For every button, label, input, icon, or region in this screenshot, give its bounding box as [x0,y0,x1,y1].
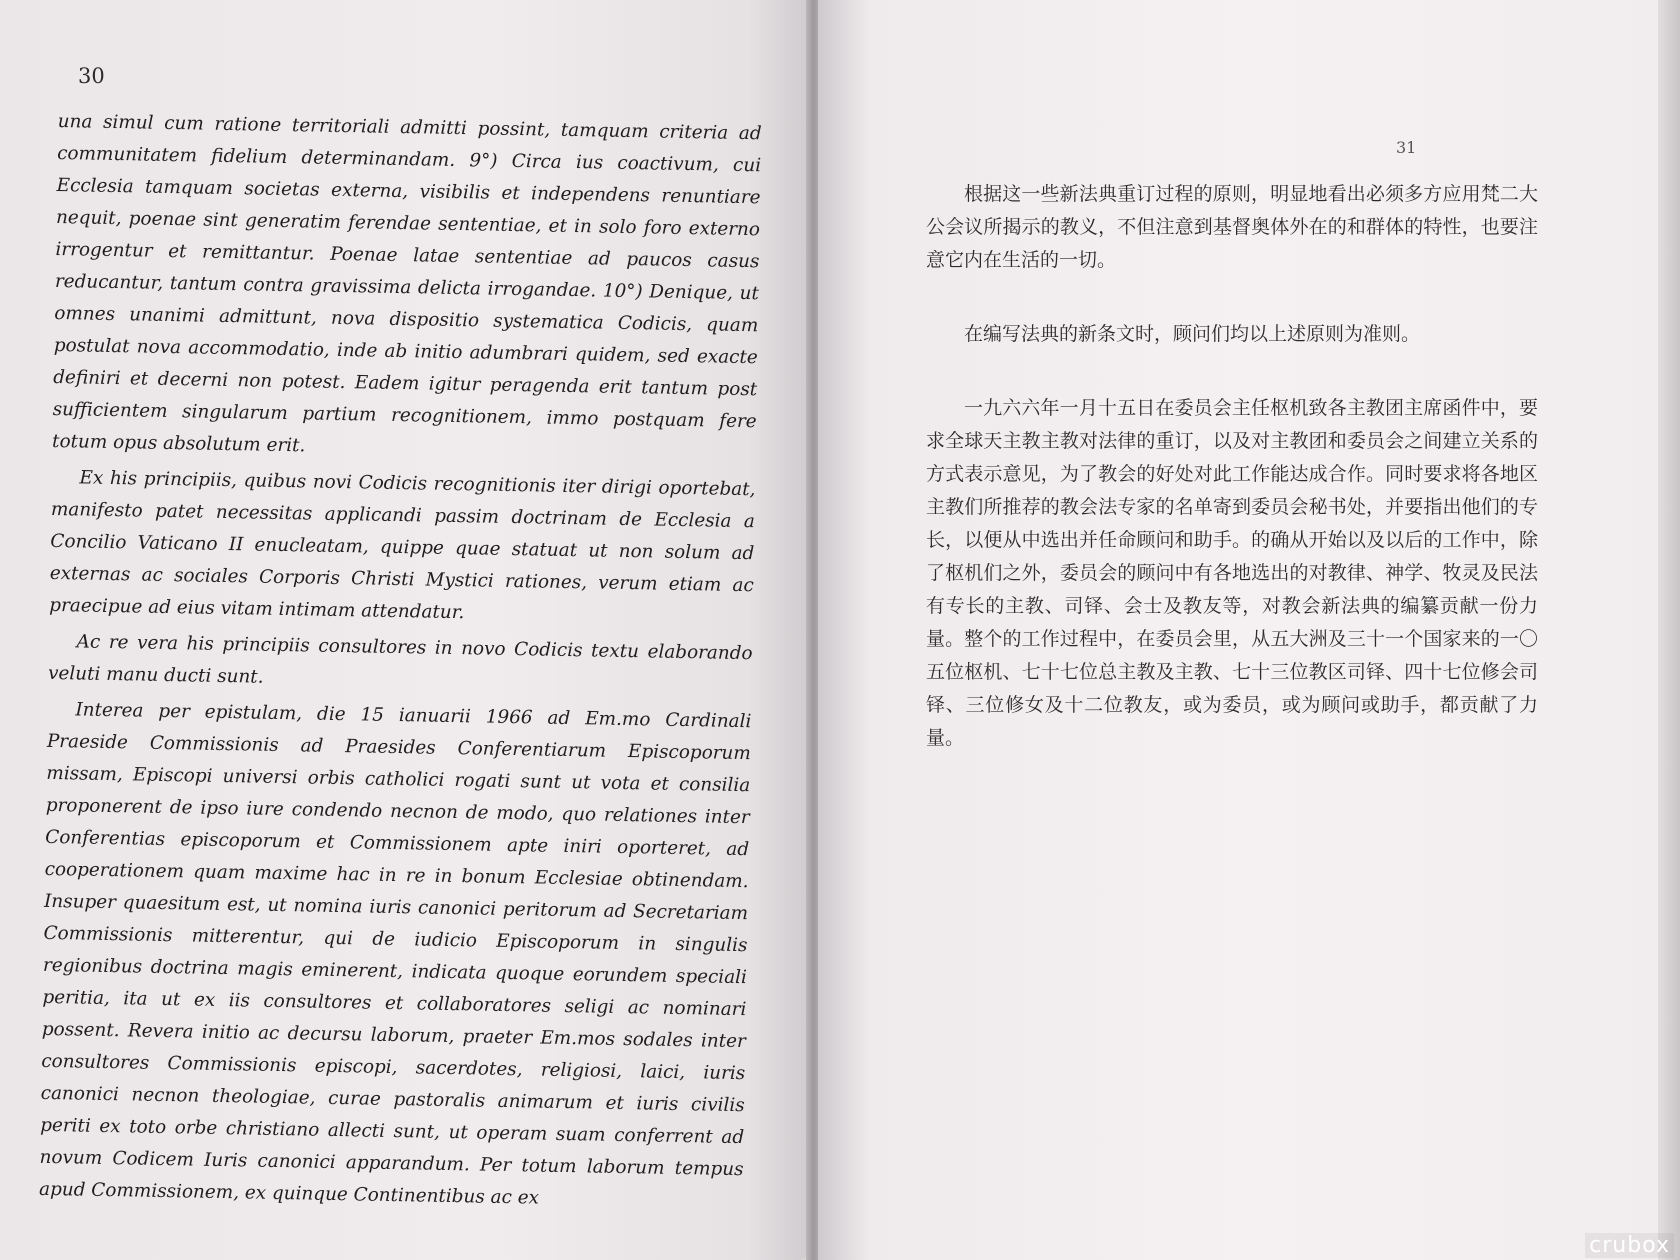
paragraph: 在编写法典的新条文时，顾问们均以上述原则为准则。 [964,323,1421,345]
paragraph: Interea per epistulam, die 15 ianuarii 1966 ad Em.mo Cardinali Praeside Commissionis ad Praesides Conferentiarum Episcoporum missam, Episcopi universi orbis catholici rogati sunt ut vota et consilia proponerent de ipso iure condendo necnon de modo, quo relationes inter Conferentias episcoporum et Commissionem apte iniri oporteret, ad cooperationem quam maxime hac in re in bonum Ecclesiae obtinendam. Insuper quaesitum est, ut nomina iuris canonici peritorum ad Secretariam Commissionis mitterentur, qui de iudicio Episcoporum in singulis regionibus doctrina magis eminerent, indicata quoque eorundem speciali peritia, ita ut ex iis consultores et collaboratores seligi ac nominari possent. Revera initio ac decursu laborum, praeter Em.mos sodales inter consultores Commissionis episcopi, sacerdotes, religiosi, laici, iuris canonici necnon theologiae, curae pastoralis animarum et iuris civilis periti ex toto orbe christiano allecti sunt, ut operam suam conferrent ad novum Codicem Iuris canonici apparandum. Per totum laborum tempus apud Commissionem, ex quinque Continentibus ac ex [38,699,752,1209]
paragraph: 一九六六年一月十五日在委员会主任枢机致各主教团主席函件中，要求全球天主教主教对法律的重订，以及对主教团和委员会之间建立关系的方式表示意见，为了教会的好处对此工作能达成合作。同时要求将各地区主教们所推荐的教会法专家的名单寄到委员会秘书处，并要指出他们的专长，以便从中选出并任命顾问和助手。的确从开始以及以后的工作中，除了枢机们之外，委员会的顾问中有各地选出的对教律、神学、牧灵及民法有专长的主教、司铎、会士及教友等，对教会新法典的编纂贡献一份力量。整个的工作过程中，在委员会里，从五大洲及三十一个国家来的一〇五位枢机、七十七位总主教及主教、七十三位教区司铎、四十七位修会司铎、三位修女及十二位教友，或为委员，或为顾问或助手，都贡献了力量。 [926,397,1538,749]
paragraph: una simul cum ratione territoriali admitti possint, tamquam criteria ad communitatem fidelium determinandam. 9°) Circa ius coactivum, cui Ecclesia tamquam societas externa, visibilis et independens renuntiare nequit, poenae sint generatim ferendae sententiae, et in solo foro externo irrogentur et remittantur. Poenae latae sententiae ad paucos casus reducantur, tantum contra gravissima delicta irrogandae. 10°) Denique, ut omnes unanimi admittunt, nova dispositio systematica Codicis, quam postulat nova accommodatio, inde ab initio adumbrari quidem, sed exacte definiri et decerni non potest. Eadem igitur peragenda erit tantum post sufficientem singularum partium recognitionem, immo postquam fere totum opus absolutum erit. [51,110,762,457]
paragraph: Ac re vera his principiis consultores in novo Codicis textu elaborando veluti manu ducti sunt. [47,631,753,688]
right-page [818,0,1680,1260]
left-page [0,0,812,1260]
paragraph: 根据这一些新法典重订过程的原则，明显地看出必须多方应用梵二大公会议所揭示的教义，不但注意到基督奥体外在的和群体的特性，也要注意它内在生活的一切。 [926,183,1538,271]
page-number: 31 [1396,138,1417,157]
watermark-text: crubox [1585,1233,1674,1258]
paragraph: Ex his principiis, quibus novi Codicis recognitionis iter dirigi oportebat, manifesto patet necessitas applicandi passim doctrinam de Ecclesia a Concilio Vaticano II enucleatam, quippe quae statuat ut non solum ad externas ac sociales Corporis Christi Mystici rationes, verum etiam ac praecipue ad eius vitam intimam attendatur. [49,467,756,624]
chinese-text-block [926,178,1538,796]
page-edge [1658,0,1680,1260]
page-number: 30 [78,64,105,88]
latin-text-block [39,106,762,1218]
